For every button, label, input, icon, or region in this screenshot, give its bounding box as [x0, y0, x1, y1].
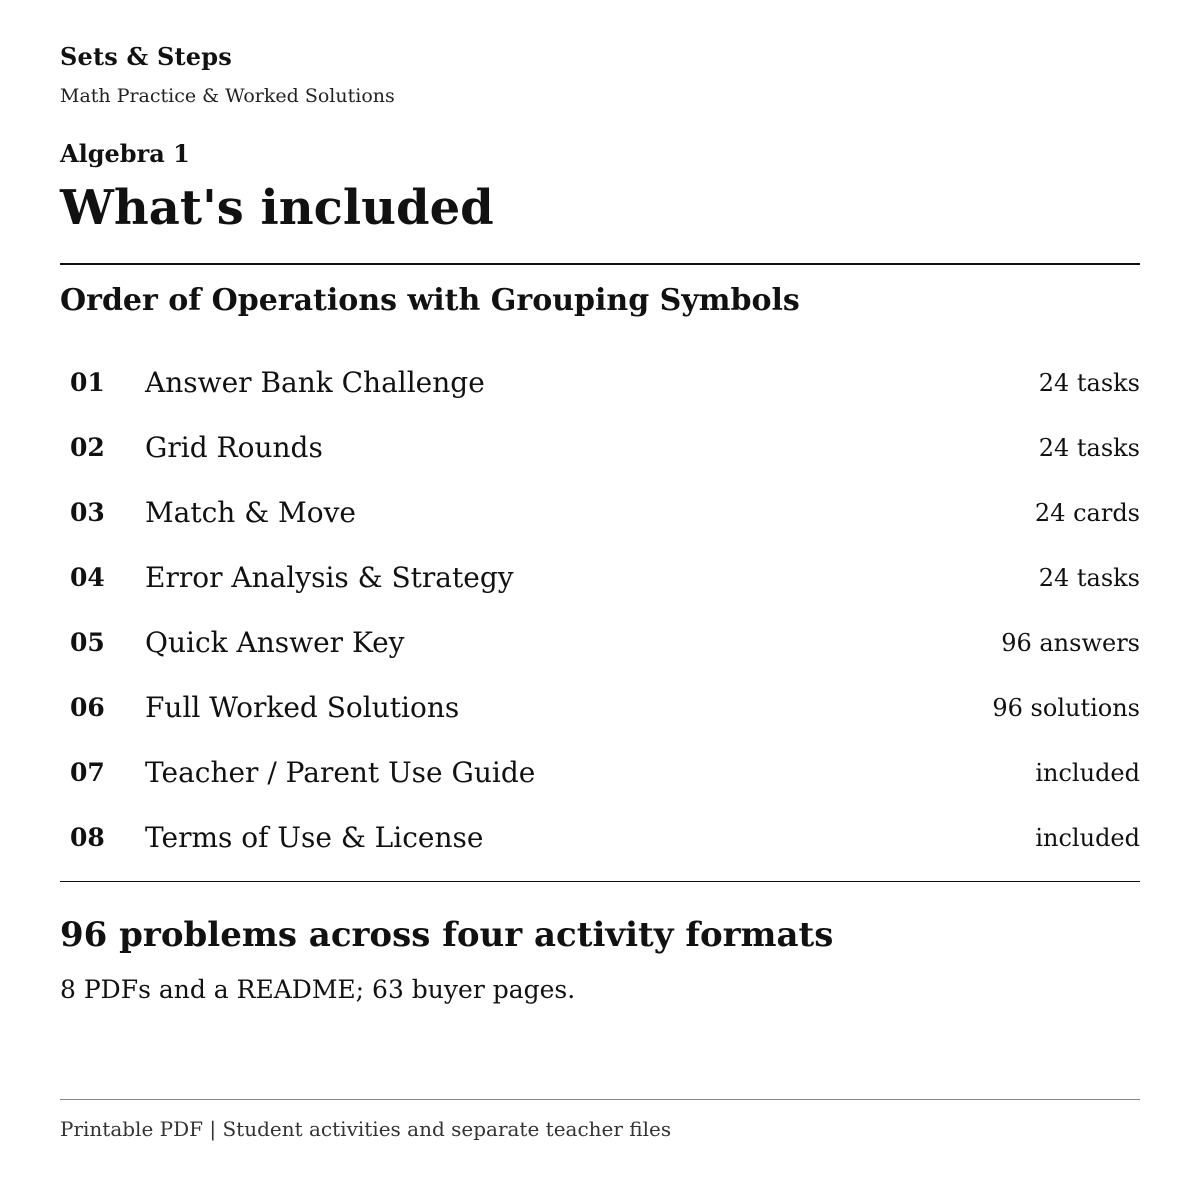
page [60, 0, 1140, 1200]
page-title: What's included [60, 180, 494, 236]
item-label: Error Analysis & Strategy [145, 561, 514, 594]
item-count: 96 answers [1001, 629, 1140, 657]
item-label: Grid Rounds [145, 431, 323, 464]
item-number: 06 [70, 693, 105, 722]
item-label: Answer Bank Challenge [145, 366, 485, 399]
summary-text: 8 PDFs and a README; 63 buyer pages. [60, 975, 576, 1004]
item-number: 01 [70, 368, 105, 397]
footer-divider [60, 1099, 1140, 1100]
item-count: 96 solutions [992, 694, 1140, 722]
brand-name: Sets & Steps [60, 42, 232, 71]
item-number: 08 [70, 823, 105, 852]
item-number: 05 [70, 628, 105, 657]
item-label: Full Worked Solutions [145, 691, 460, 724]
list-item [60, 547, 1140, 612]
item-number: 04 [70, 563, 105, 592]
item-count: 24 tasks [1038, 434, 1140, 462]
item-count: 24 tasks [1038, 564, 1140, 592]
list-divider [60, 881, 1140, 882]
item-label: Quick Answer Key [145, 626, 405, 659]
item-count: included [1035, 759, 1140, 787]
item-number: 03 [70, 498, 105, 527]
list-item [60, 612, 1140, 677]
list-item [60, 742, 1140, 807]
contents-list [60, 352, 1140, 872]
item-label: Terms of Use & License [145, 821, 484, 854]
list-item [60, 807, 1140, 872]
summary-title: 96 problems across four activity formats [60, 915, 834, 955]
header-divider [60, 263, 1140, 265]
brand-tagline: Math Practice & Worked Solutions [60, 85, 395, 107]
item-count: included [1035, 824, 1140, 852]
list-item [60, 482, 1140, 547]
list-item [60, 352, 1140, 417]
item-label: Match & Move [145, 496, 356, 529]
item-number: 02 [70, 433, 105, 462]
item-count: 24 cards [1034, 499, 1140, 527]
list-item [60, 677, 1140, 742]
section-title: Order of Operations with Grouping Symbols [60, 283, 800, 318]
item-number: 07 [70, 758, 105, 787]
item-label: Teacher / Parent Use Guide [145, 756, 536, 789]
list-item [60, 417, 1140, 482]
course-label: Algebra 1 [60, 139, 190, 168]
footer-text: Printable PDF | Student activities and separate teacher files [60, 1117, 672, 1141]
item-count: 24 tasks [1038, 369, 1140, 397]
